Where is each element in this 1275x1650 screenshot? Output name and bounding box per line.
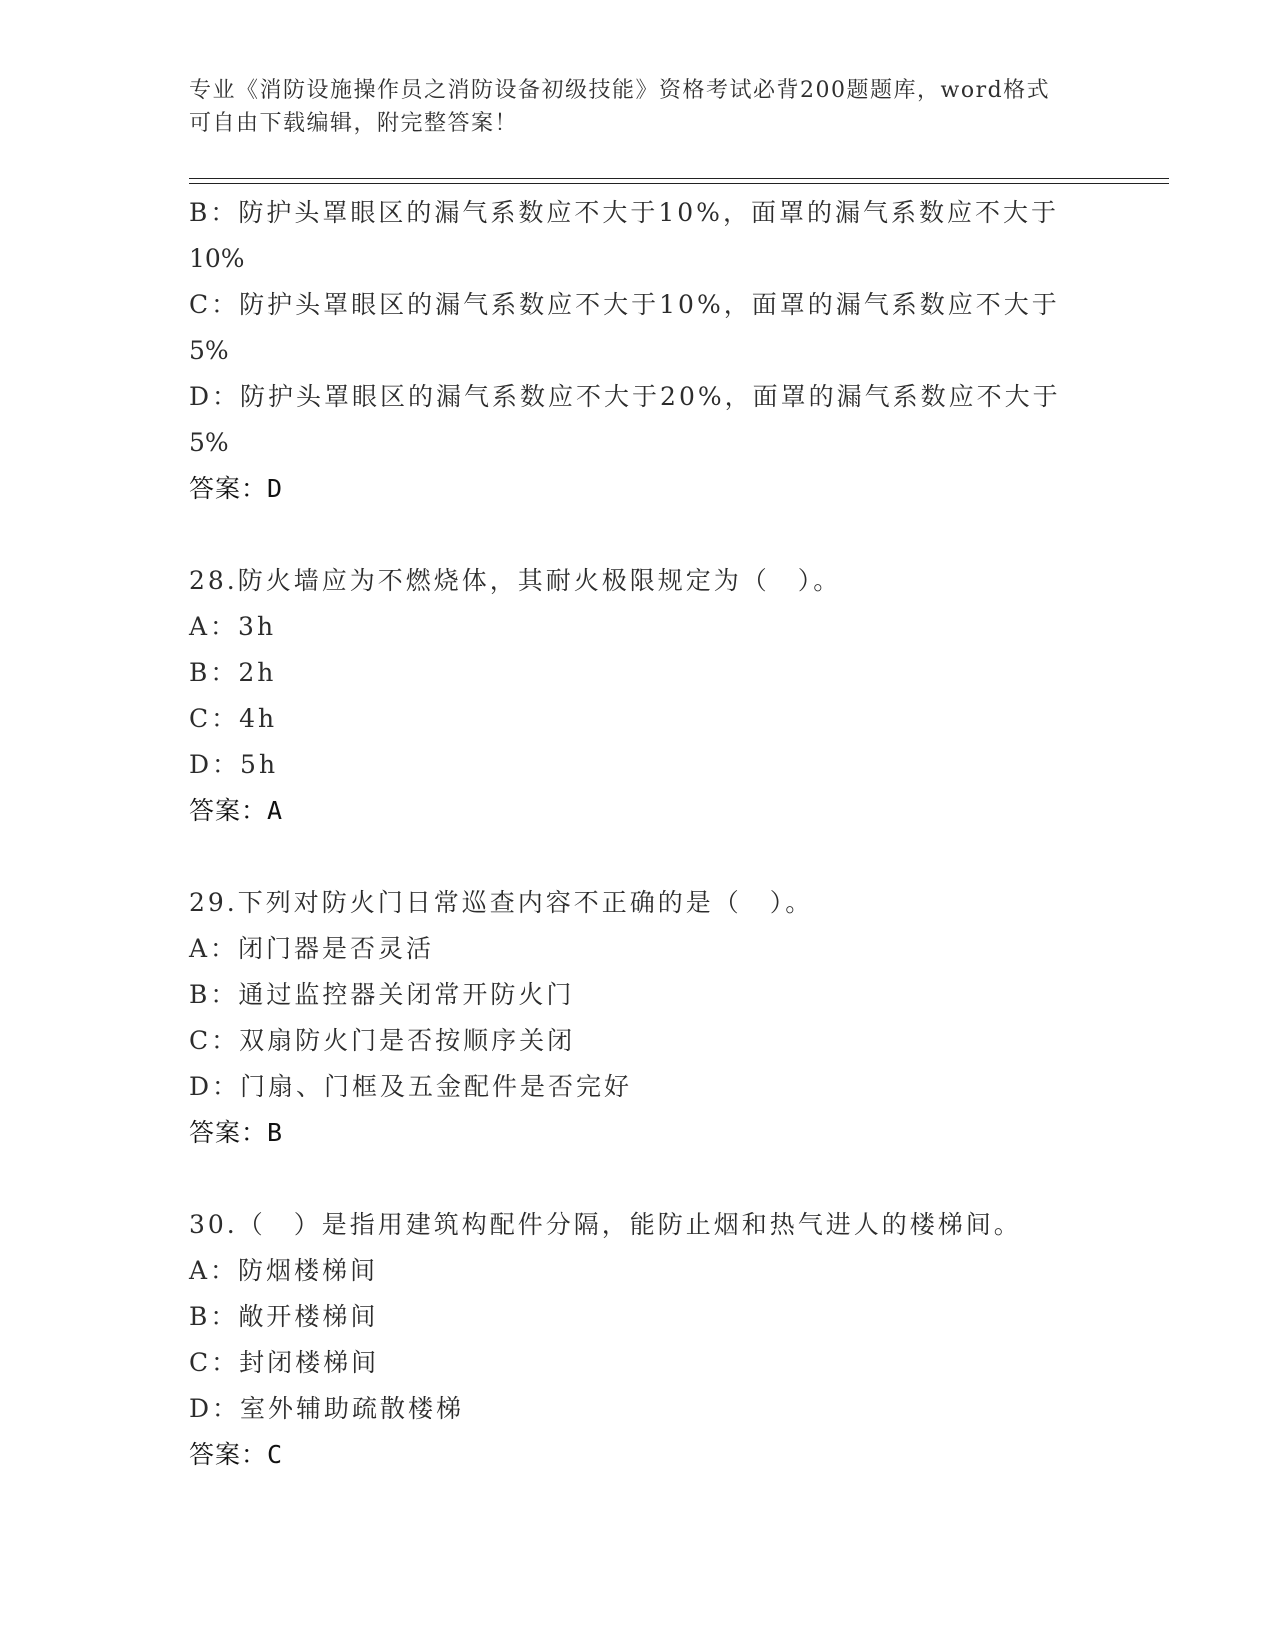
option-d: D：5h [189,750,279,779]
answer-line: 答案：B [189,1118,284,1147]
option-b: B：敞开楼梯间 [189,1302,379,1331]
option-c: C：双扇防火门是否按顺序关闭 [189,1026,576,1055]
option-a: A：闭门器是否灵活 [189,934,435,963]
option-c: C：封闭楼梯间 [189,1348,380,1377]
header-divider-bottom [189,183,1169,184]
spacer [189,512,1089,558]
partial-question [189,190,1089,512]
option-a: A：3h [189,612,277,641]
option-c: C：4h [189,704,278,733]
option-c-continued: 5% [189,336,229,365]
spacer [189,1156,1089,1202]
option-b: B：防护头罩眼区的漏气系数应不大于10%，面罩的漏气系数应不大于 [189,198,1059,227]
question-30 [189,1202,1089,1478]
option-b: B：2h [189,658,277,687]
spacer [189,834,1089,880]
document-header: 专业《消防设施操作员之消防设备初级技能》资格考试必背200题题库，word格式可自由下载编辑，附完整答案！ [189,78,1051,136]
question-list [189,190,1089,1478]
question-28 [189,558,1089,834]
option-b: B：通过监控器关闭常开防火门 [189,980,575,1009]
option-d-continued: 5% [189,428,229,457]
question-stem: 30.（ ）是指用建筑构配件分隔，能防止烟和热气进人的楼梯间。 [189,1210,1022,1239]
option-d: D：防护头罩眼区的漏气系数应不大于20%，面罩的漏气系数应不大于 [189,382,1061,411]
answer-line: 答案：C [189,1440,284,1469]
question-stem: 28.防火墙应为不燃烧体，其耐火极限规定为（ ）。 [189,566,842,595]
question-stem: 29.下列对防火门日常巡查内容不正确的是（ ）。 [189,888,814,917]
option-a: A：防烟楼梯间 [189,1256,379,1285]
answer-line: 答案：A [189,796,284,825]
header-divider-top [189,178,1169,179]
answer-line: 答案：D [189,474,284,503]
option-b-continued: 10% [189,244,245,273]
question-29 [189,880,1089,1156]
option-d: D：门扇、门框及五金配件是否完好 [189,1072,633,1101]
option-c: C：防护头罩眼区的漏气系数应不大于10%，面罩的漏气系数应不大于 [189,290,1060,319]
option-d: D：室外辅助疏散楼梯 [189,1394,465,1423]
